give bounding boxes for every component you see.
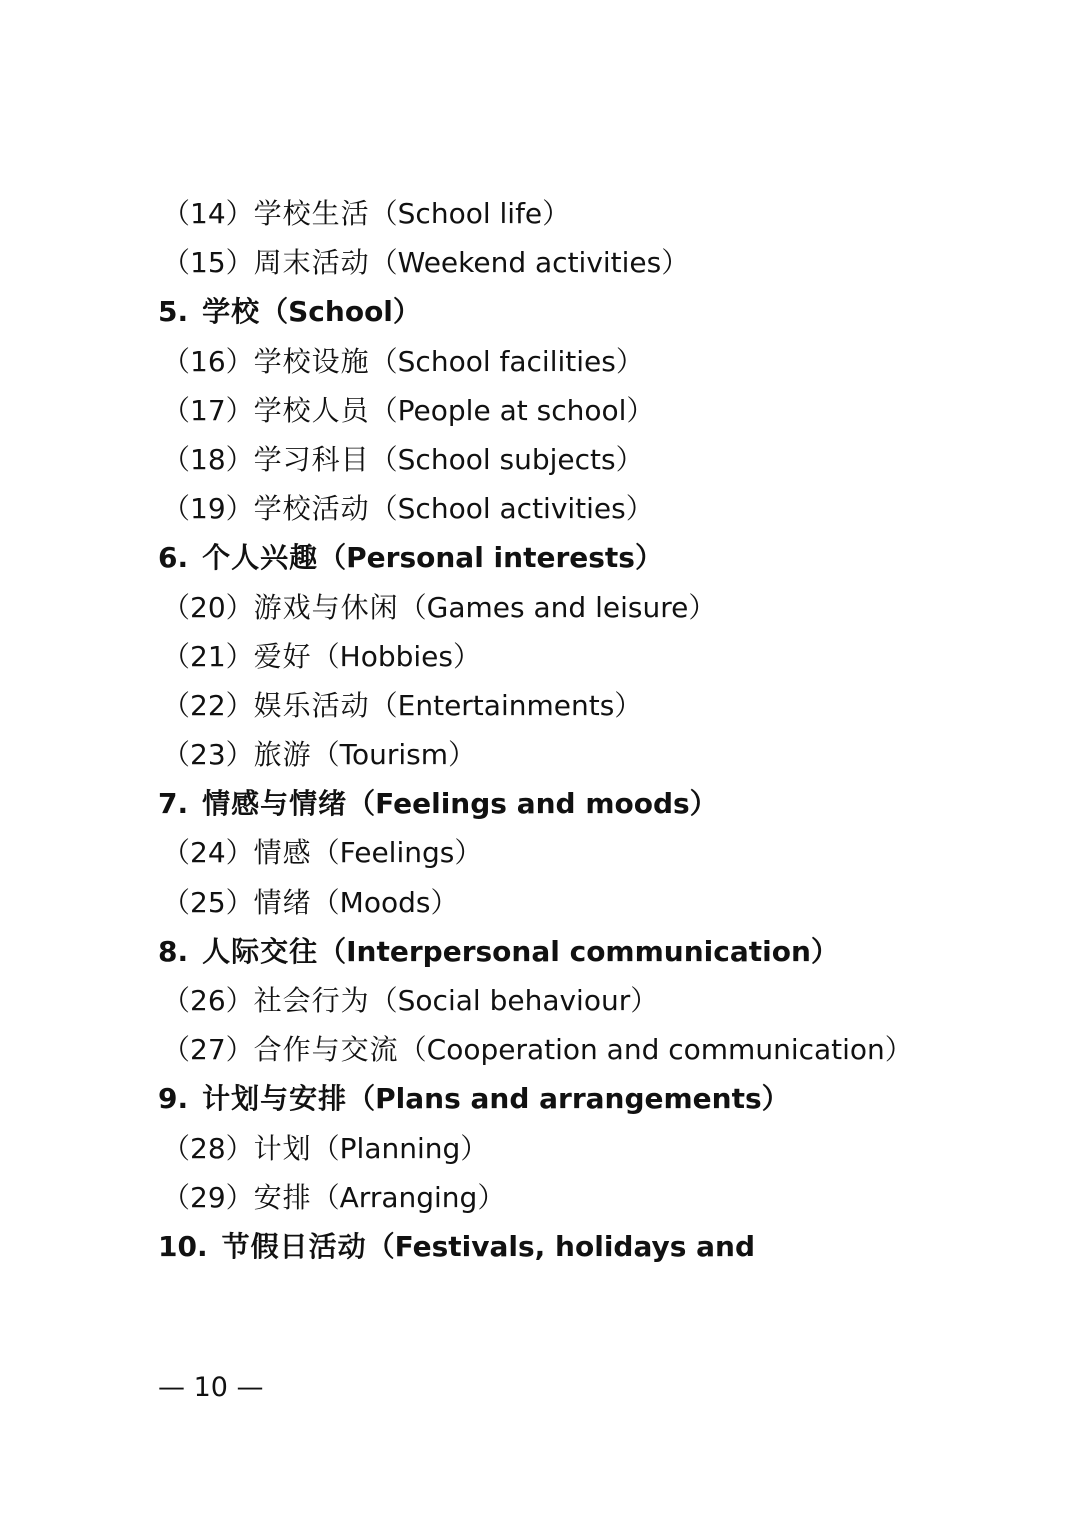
heading-number: 8. — [158, 934, 189, 968]
section-heading — [158, 533, 1038, 582]
item-number: （29） — [162, 1180, 254, 1214]
item-chinese-title: 合作与交流 — [253, 1033, 399, 1067]
heading-english-title: （Personal interests） — [318, 541, 663, 575]
section-heading — [158, 1222, 1038, 1271]
heading-number: 9. — [158, 1082, 189, 1116]
item-english-title: （Moods） — [311, 885, 459, 919]
heading-number: 10. — [158, 1229, 208, 1263]
item-english-title: （School facilities） — [369, 344, 644, 378]
section-heading — [158, 287, 1038, 336]
item-chinese-title: 周末活动 — [253, 246, 370, 280]
item-number: （16） — [162, 344, 254, 378]
item-number: （28） — [162, 1131, 254, 1165]
item-chinese-title: 旅游 — [253, 738, 312, 772]
heading-number: 7. — [158, 787, 189, 821]
item-number: （27） — [162, 1033, 254, 1067]
heading-chinese-title: 计划与安排 — [202, 1082, 348, 1116]
list-item — [158, 189, 1038, 238]
item-number: （19） — [162, 492, 254, 526]
list-item — [158, 828, 1038, 877]
item-english-title: （Games and leisure） — [398, 590, 717, 624]
section-heading — [158, 927, 1038, 976]
item-chinese-title: 学校生活 — [253, 197, 370, 230]
item-number: （20） — [162, 590, 254, 624]
item-chinese-title: 学校人员 — [253, 393, 370, 427]
list-item — [158, 484, 1038, 533]
item-number: （15） — [162, 246, 254, 280]
item-number: （25） — [162, 885, 254, 919]
topic-list — [158, 189, 1038, 1271]
list-item — [158, 386, 1038, 435]
item-number: （14） — [162, 197, 254, 230]
item-english-title: （School subjects） — [369, 442, 644, 476]
heading-english-title: （Feelings and moods） — [347, 787, 718, 821]
list-item — [158, 878, 1038, 927]
section-heading — [158, 1074, 1038, 1123]
item-number: （23） — [162, 738, 254, 772]
item-chinese-title: 情绪 — [253, 885, 312, 919]
list-item — [158, 238, 1038, 287]
item-number: （18） — [162, 442, 254, 476]
item-number: （24） — [162, 836, 254, 870]
item-english-title: （People at school） — [369, 393, 655, 427]
item-english-title: （Hobbies） — [311, 639, 481, 673]
item-chinese-title: 社会行为 — [253, 984, 370, 1017]
list-item — [158, 681, 1038, 730]
item-chinese-title: 游戏与休闲 — [253, 590, 399, 624]
list-item — [158, 435, 1038, 484]
heading-chinese-title: 个人兴趣 — [202, 541, 319, 575]
item-number: （22） — [162, 688, 254, 722]
item-english-title: （Feelings） — [311, 836, 483, 870]
item-english-title: （Tourism） — [311, 738, 477, 772]
section-heading — [158, 779, 1038, 828]
list-item — [158, 1124, 1038, 1173]
item-chinese-title: 爱好 — [253, 639, 312, 673]
item-number: （21） — [162, 639, 254, 673]
heading-english-title: （School） — [260, 295, 421, 329]
heading-chinese-title: 节假日活动 — [221, 1229, 367, 1263]
heading-english-title: （Interpersonal communication） — [318, 934, 839, 968]
item-chinese-title: 学校设施 — [253, 344, 370, 378]
item-english-title: （Social behaviour） — [369, 984, 659, 1017]
list-item — [158, 337, 1038, 386]
item-chinese-title: 安排 — [253, 1180, 312, 1214]
item-chinese-title: 情感 — [253, 836, 312, 870]
list-item — [158, 730, 1038, 779]
page-number: — 10 — — [158, 1372, 264, 1403]
item-number: （17） — [162, 393, 254, 427]
heading-chinese-title: 学校 — [202, 295, 261, 329]
item-english-title: （Arranging） — [311, 1180, 506, 1214]
list-item — [158, 632, 1038, 681]
item-chinese-title: 计划 — [253, 1131, 312, 1165]
item-english-title: （School activities） — [369, 492, 654, 526]
item-english-title: （Entertainments） — [369, 688, 643, 722]
item-english-title: （School life） — [369, 197, 571, 230]
heading-number: 6. — [158, 541, 189, 575]
item-english-title: （Planning） — [311, 1131, 489, 1165]
item-number: （26） — [162, 984, 254, 1017]
item-chinese-title: 学习科目 — [253, 442, 370, 476]
item-english-title: （Cooperation and communication） — [398, 1033, 913, 1067]
list-item — [158, 1173, 1038, 1222]
heading-english-title: （Festivals, holidays and — [366, 1229, 756, 1263]
list-item — [158, 1025, 1038, 1074]
list-item — [158, 976, 1038, 1025]
heading-chinese-title: 情感与情绪 — [202, 787, 348, 821]
heading-chinese-title: 人际交往 — [202, 934, 319, 968]
item-chinese-title: 学校活动 — [253, 492, 370, 526]
item-chinese-title: 娱乐活动 — [253, 688, 370, 722]
item-english-title: （Weekend activities） — [369, 246, 690, 280]
heading-english-title: （Plans and arrangements） — [347, 1082, 790, 1116]
list-item — [158, 583, 1038, 632]
heading-number: 5. — [158, 295, 189, 329]
